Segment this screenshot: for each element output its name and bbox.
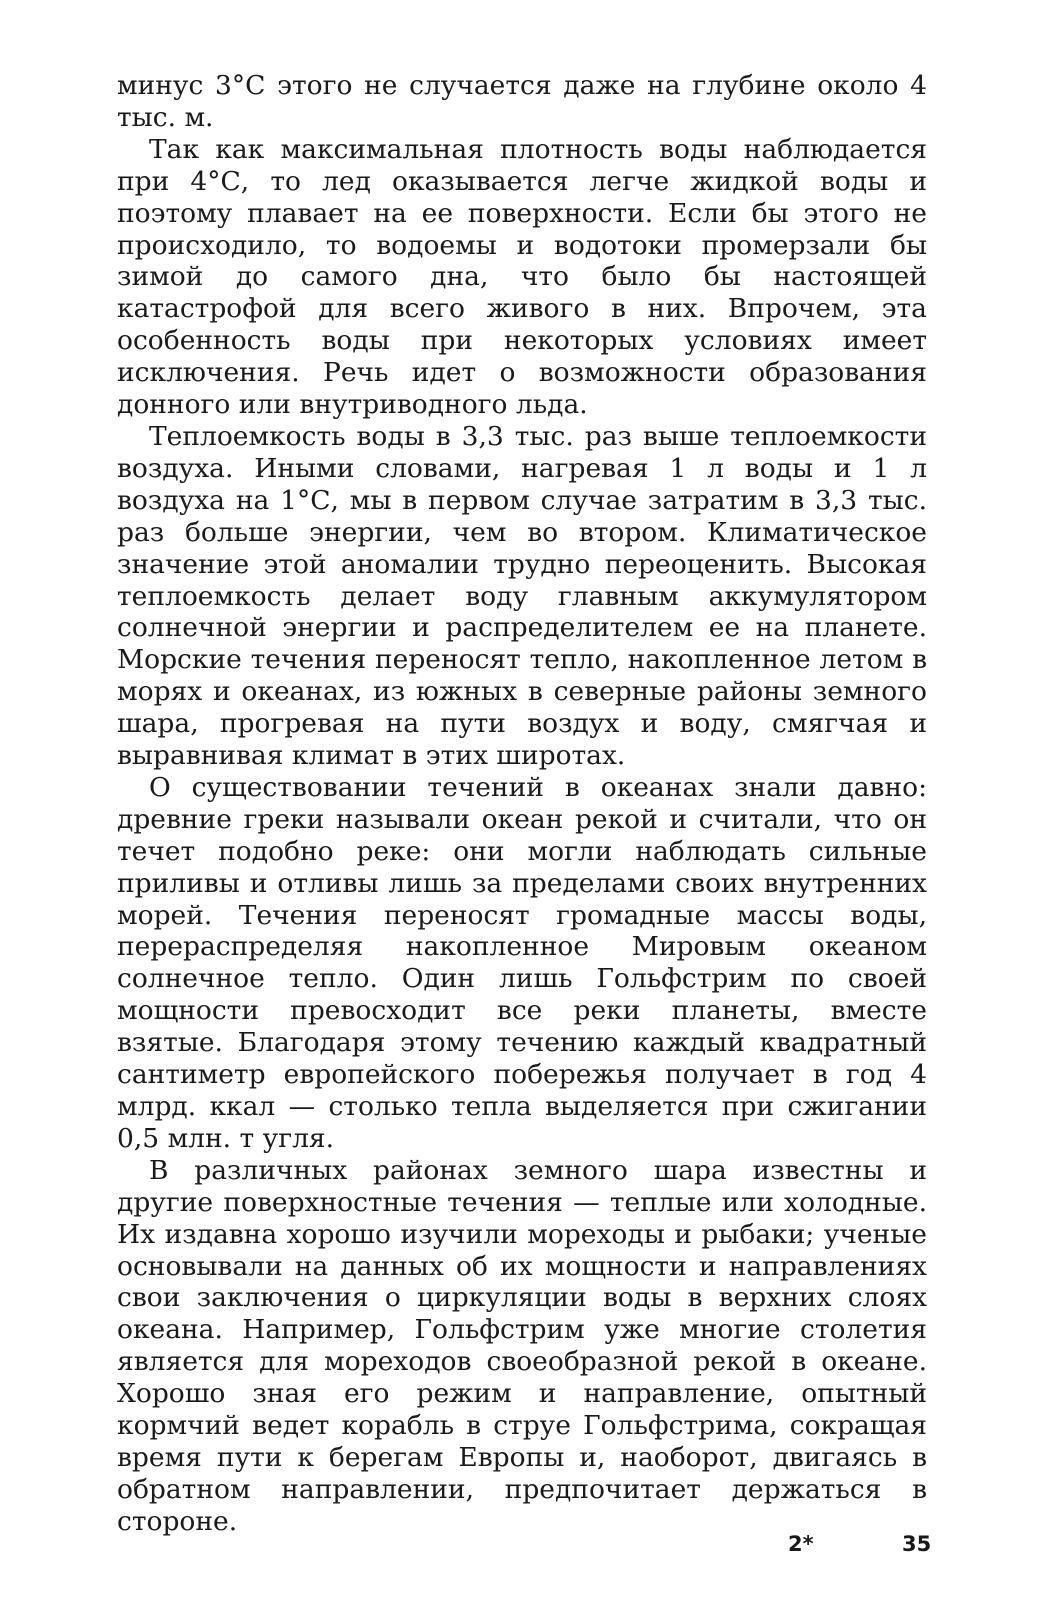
paragraph-continuation: минус 3°С этого не случается даже на глубине около 4 тыс. м. <box>117 70 927 133</box>
paragraph-heat-capacity: Теплоемкость воды в 3,3 тыс. раз выше теплоемкости воздуха. Иными словами, нагревая 1 л воды и 1 л воздуха на 1°С, мы в первом случае затратим в 3,3 тыс. раз больше энергии, чем во втором. Климатическое значение этой аномалии трудно переоценить. Высокая теплоемкость делает воду главным аккумулятором солнечной энергии и распределителем ее на планете. Морские течения переносят тепло, накопленное летом в морях и океанах, из южных в северные районы земного шара, прогревая на пути воздух и воду, смягчая и выравнивая климат в этих широтах. <box>117 420 927 772</box>
body-text <box>117 70 927 1538</box>
paragraph-ocean-currents: О существовании течений в океанах знали давно: древние греки называли океан рекой и считали, что он течет подобно реке: они могли наблюдать сильные приливы и отливы лишь за пределами своих внутренних морей. Течения переносят громадные массы воды, перераспределяя накопленное Мировым океаном солнечное тепло. Один лишь Гольфстрим по своей мощности превосходит все реки планеты, вместе взятые. Благодаря этому течению каждый квадратный сантиметр европейского побережья получает в год 4 млрд. ккал — столько тепла выделяется при сжигании 0,5 млн. т угля. <box>117 771 927 1154</box>
paragraph-ice-density: Так как максимальная плотность воды наблюдается при 4°С, то лед оказывается легче жидкой воды и поэтому плавает на ее поверхности. Если бы этого не происходило, то водоемы и водотоки промерзали бы зимой до самого дна, что было бы настоящей катастрофой для всего живого в них. Впрочем, эта особенность воды при некоторых условиях имеет исключения. Речь идет о возможности образования донного или внутриводного льда. <box>117 133 927 421</box>
signature-mark: 2* <box>788 1532 814 1556</box>
page-number: 35 <box>902 1532 932 1556</box>
page-footer <box>0 1532 1055 1566</box>
paragraph-surface-currents: В различных районах земного шара известны и другие поверхностные течения — теплые или холодные. Их издавна хорошо изучили мореходы и рыбаки; ученые основывали на данных об их мощности и направлениях свои заключения о циркуляции воды в верхних слоях океана. Например, Гольфстрим уже многие столетия является для мореходов своеобразной рекой в океане. Хорошо зная его режим и направление, опытный кормчий ведет корабль в струе Гольфстрима, сокращая время пути к берегам Европы и, наоборот, двигаясь в обратном направлении, предпочитает держаться в стороне. <box>117 1154 927 1537</box>
